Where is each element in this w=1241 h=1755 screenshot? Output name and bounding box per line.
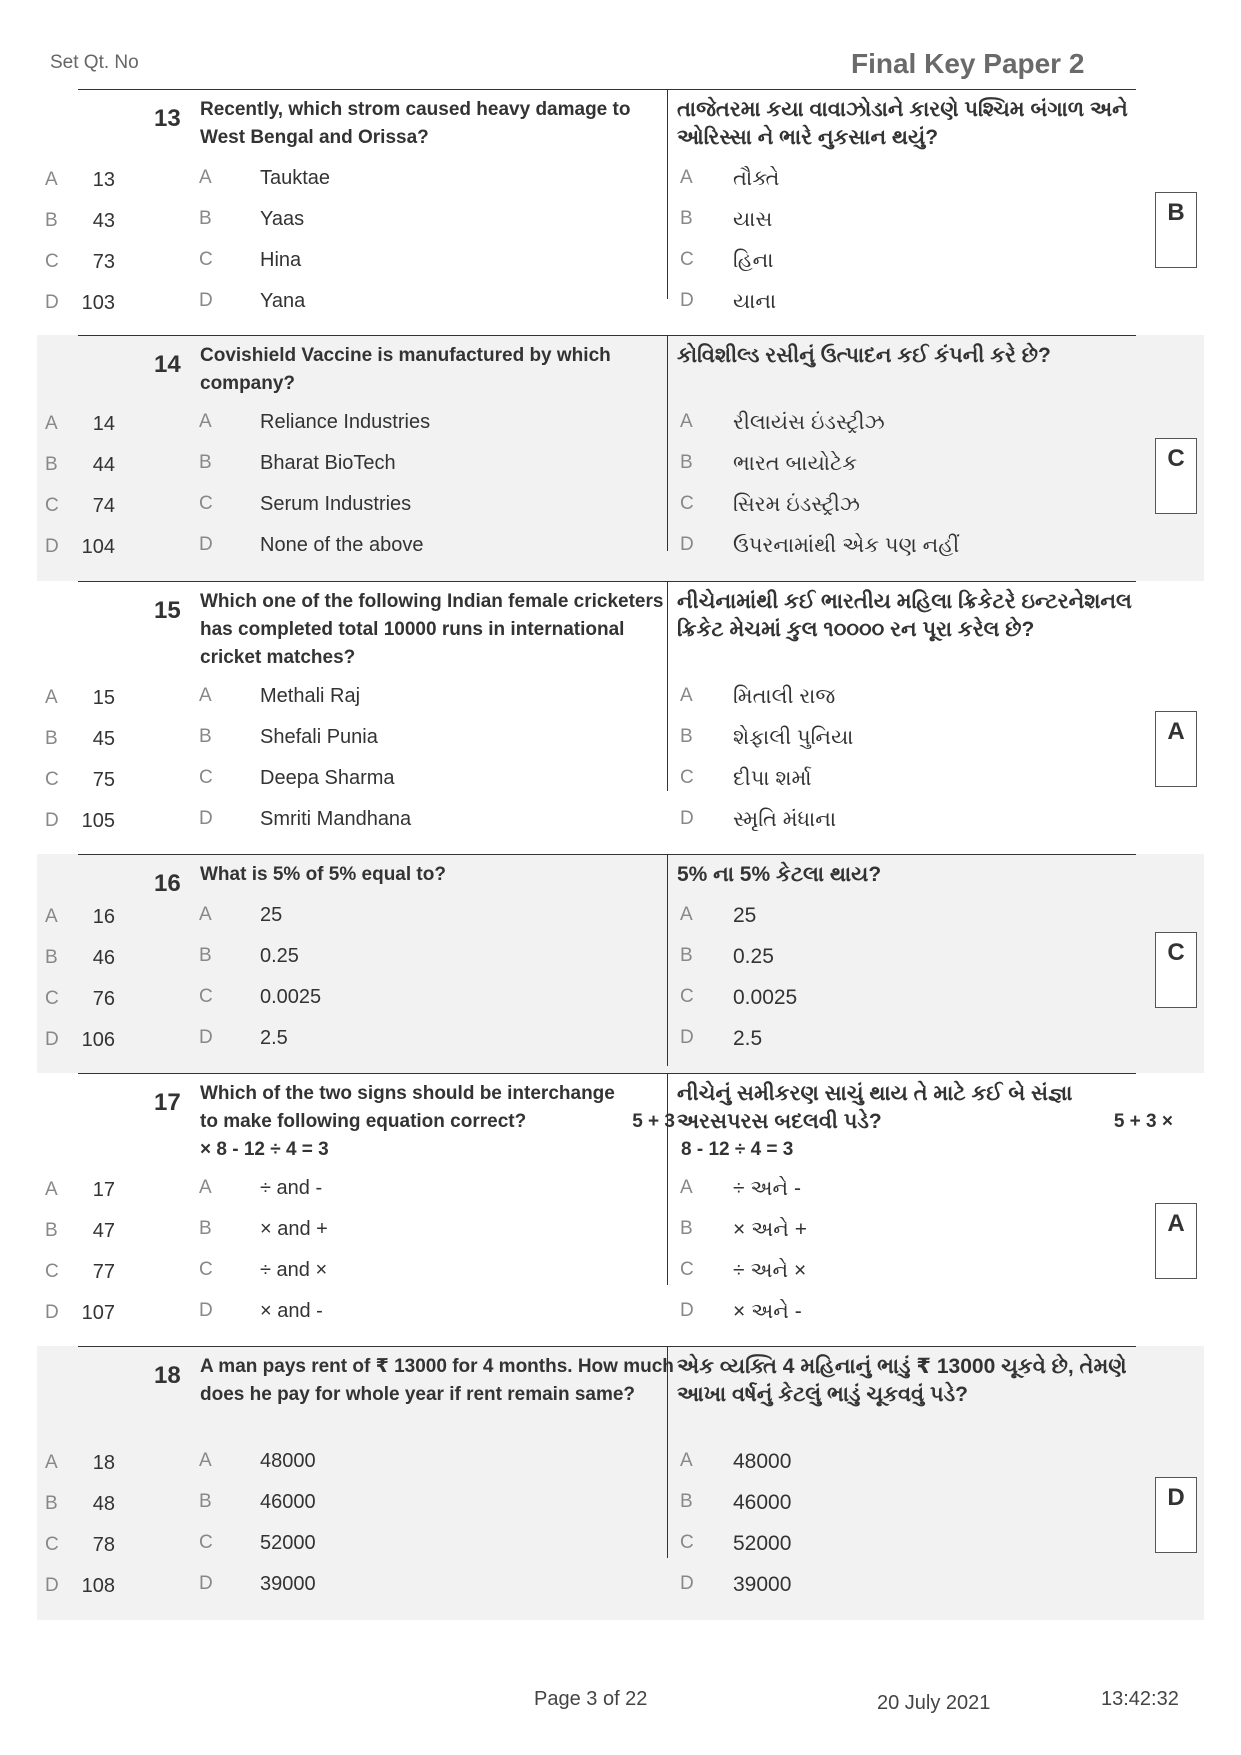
option-label-gu: B xyxy=(680,452,693,473)
option-text-en: Deepa Sharma xyxy=(260,767,395,789)
option-text-en: 46000 xyxy=(260,1491,316,1513)
option-row xyxy=(37,1528,1204,1562)
equation-gu-part1: 5 + 3 × xyxy=(1113,1111,1173,1132)
option-text-gu: 46000 xyxy=(733,1491,792,1514)
set-letter: C xyxy=(45,251,59,272)
option-label-gu: B xyxy=(680,726,693,747)
set-question-number: 17 xyxy=(92,1179,115,1201)
set-letter: B xyxy=(45,1493,58,1514)
set-question-number: 13 xyxy=(92,169,115,191)
option-row xyxy=(37,804,1204,838)
option-label-gu: C xyxy=(680,249,694,270)
option-row xyxy=(37,245,1204,279)
set-question-number: 15 xyxy=(92,687,115,709)
option-row xyxy=(37,1487,1204,1521)
question-number: 16 xyxy=(154,870,181,897)
question-text-gu: 5% ના 5% કેટલા થાય? xyxy=(677,863,882,886)
option-label: C xyxy=(199,1532,213,1553)
option-text-gu: 0.0025 xyxy=(733,986,798,1009)
question-text-en-line3: × 8 - 12 ÷ 4 = 3 xyxy=(200,1139,329,1160)
option-text-gu: ÷ અને - xyxy=(733,1177,801,1200)
option-text-en: 25 xyxy=(260,904,283,926)
question-14 xyxy=(37,335,1204,581)
question-number: 18 xyxy=(154,1362,181,1389)
option-row xyxy=(37,163,1204,197)
option-text-en: ÷ and × xyxy=(260,1259,328,1281)
option-text-en: Reliance Industries xyxy=(260,411,431,433)
option-label: A xyxy=(199,685,212,706)
option-text-gu: ભારત બાયોટેક xyxy=(733,452,858,475)
option-label-gu: D xyxy=(680,808,694,829)
option-text-en: Hina xyxy=(260,249,302,271)
option-label-gu: A xyxy=(680,411,693,432)
option-label: D xyxy=(199,534,213,555)
option-label: B xyxy=(199,726,212,747)
question-text-gu: કોવિશીલ્ડ રસીનું ઉત્પાદન કઈ કંપની કરે છે? xyxy=(677,344,1051,367)
question-number: 15 xyxy=(154,597,181,624)
option-label-gu: D xyxy=(680,1027,694,1048)
option-label-gu: B xyxy=(680,1218,693,1239)
question-text-en xyxy=(200,1080,675,1164)
option-text-en: Tauktae xyxy=(260,167,331,189)
option-label-gu: A xyxy=(680,167,693,188)
question-text-en: Covishield Vaccine is manufactured by which company? xyxy=(200,345,611,394)
option-label: B xyxy=(199,945,212,966)
option-row xyxy=(37,407,1204,441)
option-text-gu: ઉપરનામાંથી એક પણ નહીં xyxy=(733,534,960,557)
option-label-gu: D xyxy=(680,534,694,555)
option-row xyxy=(37,1446,1204,1480)
set-question-number: 45 xyxy=(92,728,115,750)
set-letter: D xyxy=(45,536,59,557)
question-text-en-line1: Which of the two signs should be interchange xyxy=(200,1083,615,1104)
question-text-gu-line1: નીચેનું સમીકરણ સાચું થાય તે માટે કઈ બે સંજ્ઞા xyxy=(677,1082,1073,1105)
option-label-gu: C xyxy=(680,493,694,514)
set-question-number: 106 xyxy=(81,1029,115,1051)
option-text-en: None of the above xyxy=(260,534,424,556)
question-18 xyxy=(37,1346,1204,1620)
question-16 xyxy=(37,854,1204,1073)
set-question-number: 48 xyxy=(92,1493,115,1515)
question-divider xyxy=(78,1073,1136,1074)
option-text-gu: 52000 xyxy=(733,1532,792,1555)
option-text-en: × and - xyxy=(260,1300,323,1322)
option-label: A xyxy=(199,1450,212,1471)
answer-letter: C xyxy=(1167,445,1185,472)
option-text-en: Serum Industries xyxy=(260,493,412,515)
option-label-gu: C xyxy=(680,767,694,788)
option-row xyxy=(37,286,1204,320)
option-row xyxy=(37,1296,1204,1330)
set-question-number: 104 xyxy=(81,536,115,558)
option-text-en: Smriti Mandhana xyxy=(260,808,412,830)
question-text-en-line2: to make following equation correct? xyxy=(200,1111,527,1132)
set-letter: D xyxy=(45,1575,59,1596)
option-text-gu: સિરમ ઇંડસ્ટ્રીઝ xyxy=(733,493,860,516)
option-text-en: Bharat BioTech xyxy=(260,452,396,474)
set-question-number: 73 xyxy=(92,251,115,273)
question-number: 14 xyxy=(154,351,181,378)
question-text-en: Which one of the following Indian female cricketers has completed total 10000 runs in international cricket matches? xyxy=(200,591,664,668)
option-label: B xyxy=(199,452,212,473)
option-label-gu: A xyxy=(680,904,693,925)
option-text-gu: શેફાલી પુનિયા xyxy=(733,726,854,749)
option-row xyxy=(37,900,1204,934)
question-17 xyxy=(37,1073,1204,1346)
set-letter: B xyxy=(45,210,58,231)
set-question-number: 103 xyxy=(81,292,115,314)
option-label-gu: A xyxy=(680,1177,693,1198)
answer-letter: D xyxy=(1167,1484,1185,1511)
option-text-gu: 39000 xyxy=(733,1573,792,1596)
set-letter: B xyxy=(45,728,58,749)
set-question-number: 46 xyxy=(92,947,115,969)
option-text-gu: 2.5 xyxy=(733,1027,763,1050)
option-label: A xyxy=(199,411,212,432)
answer-letter: B xyxy=(1167,199,1185,226)
answer-letter: A xyxy=(1167,718,1185,745)
option-row xyxy=(37,204,1204,238)
option-label: D xyxy=(199,1027,213,1048)
option-row xyxy=(37,1214,1204,1248)
question-text-en: A man pays rent of ₹ 13000 for 4 months. How much does he pay for whole year if rent remain same? xyxy=(200,1356,674,1405)
option-label-gu: C xyxy=(680,986,694,1007)
question-13 xyxy=(37,89,1204,335)
option-label: C xyxy=(199,1259,213,1280)
option-row xyxy=(37,448,1204,482)
option-text-en: 48000 xyxy=(260,1450,316,1472)
question-15 xyxy=(37,581,1204,854)
answer-key-box xyxy=(1155,1477,1197,1553)
option-label: D xyxy=(199,1573,213,1594)
option-text-gu: 0.25 xyxy=(733,945,774,968)
option-row xyxy=(37,722,1204,756)
set-letter: A xyxy=(45,413,58,434)
set-question-number: 105 xyxy=(81,810,115,832)
question-text-gu-line2: અરસપરસ બદલવી પડે? xyxy=(677,1110,882,1133)
set-letter: C xyxy=(45,1261,59,1282)
option-text-gu: × અને - xyxy=(733,1300,802,1323)
option-text-en: Yaas xyxy=(260,208,305,230)
set-question-number: 14 xyxy=(92,413,115,435)
option-label: D xyxy=(199,808,213,829)
option-text-en: 0.25 xyxy=(260,945,299,967)
option-label: D xyxy=(199,1300,213,1321)
option-label: C xyxy=(199,767,213,788)
set-question-number: 108 xyxy=(81,1575,115,1597)
set-letter: A xyxy=(45,1452,58,1473)
option-label: A xyxy=(199,904,212,925)
answer-key-box xyxy=(1155,711,1197,787)
answer-key-box xyxy=(1155,932,1197,1008)
question-number: 17 xyxy=(154,1089,181,1116)
question-divider xyxy=(78,1346,1136,1347)
option-label-gu: B xyxy=(680,1491,693,1512)
set-question-number: 16 xyxy=(92,906,115,928)
set-letter: C xyxy=(45,769,59,790)
set-letter: C xyxy=(45,1534,59,1555)
option-text-en: 52000 xyxy=(260,1532,316,1554)
option-label-gu: D xyxy=(680,290,694,311)
option-text-en: ÷ and - xyxy=(260,1177,323,1199)
option-label-gu: C xyxy=(680,1532,694,1553)
option-label-gu: D xyxy=(680,1573,694,1594)
option-label-gu: B xyxy=(680,945,693,966)
question-number: 13 xyxy=(154,105,181,132)
answer-letter: C xyxy=(1167,939,1185,966)
option-text-gu: × અને + xyxy=(733,1218,807,1241)
option-row xyxy=(37,1569,1204,1603)
option-text-en: Methali Raj xyxy=(260,685,361,707)
question-text-en: Recently, which strom caused heavy damage to West Bengal and Orissa? xyxy=(200,99,631,148)
set-question-number: 107 xyxy=(81,1302,115,1324)
option-text-en: Yana xyxy=(260,290,306,312)
option-text-gu: ÷ અને × xyxy=(733,1259,807,1282)
question-text-gu-line3: 8 - 12 ÷ 4 = 3 xyxy=(681,1139,794,1160)
question-text-gu xyxy=(677,1080,1177,1164)
option-text-gu: તૌક્તે xyxy=(733,167,780,190)
footer-date: 20 July 2021 xyxy=(877,1692,991,1714)
option-row xyxy=(37,1255,1204,1289)
option-label: D xyxy=(199,290,213,311)
set-question-number: 76 xyxy=(92,988,115,1010)
option-row xyxy=(37,530,1204,564)
option-row xyxy=(37,982,1204,1016)
option-text-gu: હિના xyxy=(733,249,774,272)
set-letter: A xyxy=(45,687,58,708)
option-row xyxy=(37,489,1204,523)
set-letter: D xyxy=(45,1029,59,1050)
option-label: C xyxy=(199,249,213,270)
option-text-gu: યાસ xyxy=(733,208,773,231)
set-letter: D xyxy=(45,810,59,831)
question-text-gu: એક વ્યક્તિ 4 મહિનાનું ભાડું ₹ 13000 ચૂકવે છે, તેમણે આખા વર્ષનું કેટલું ભાડું ચૂકવવું પડે? xyxy=(677,1355,1127,1406)
option-text-gu: 48000 xyxy=(733,1450,792,1473)
header-set-qt-label: Set Qt. No xyxy=(50,52,139,73)
option-label-gu: B xyxy=(680,208,693,229)
option-label-gu: A xyxy=(680,685,693,706)
option-label: B xyxy=(199,1218,212,1239)
set-question-number: 18 xyxy=(92,1452,115,1474)
set-letter: A xyxy=(45,169,58,190)
set-letter: A xyxy=(45,906,58,927)
option-label: A xyxy=(199,167,212,188)
option-label-gu: A xyxy=(680,1450,693,1471)
set-question-number: 47 xyxy=(92,1220,115,1242)
question-text-en: What is 5% of 5% equal to? xyxy=(200,864,446,885)
option-row xyxy=(37,763,1204,797)
option-label: A xyxy=(199,1177,212,1198)
option-text-gu: 25 xyxy=(733,904,757,927)
set-letter: D xyxy=(45,292,59,313)
answer-key-box xyxy=(1155,438,1197,514)
option-label: B xyxy=(199,1491,212,1512)
option-label: C xyxy=(199,493,213,514)
option-row xyxy=(37,681,1204,715)
set-question-number: 77 xyxy=(92,1261,115,1283)
question-divider xyxy=(78,854,1136,855)
option-text-en: 2.5 xyxy=(260,1027,288,1049)
answer-key-box xyxy=(1155,1203,1197,1279)
footer-time: 13:42:32 xyxy=(1101,1688,1179,1710)
set-letter: C xyxy=(45,988,59,1009)
option-text-gu: દીપા શર્મા xyxy=(733,767,812,790)
question-text-gu: તાજેતરમા કયા વાવાઝોડાને કારણે પશ્ચિમ બંગાળ અને ઓરિસ્સા ને ભારે નુકસાન થયું? xyxy=(677,98,1128,149)
option-text-gu: રીલાયંસ ઇંડસ્ટ્રીઝ xyxy=(733,411,885,434)
set-letter: C xyxy=(45,495,59,516)
option-label-gu: C xyxy=(680,1259,694,1280)
option-text-gu: સ્મૃતિ મંધાના xyxy=(733,808,837,831)
option-row xyxy=(37,941,1204,975)
page-title: Final Key Paper 2 xyxy=(851,48,1085,79)
set-question-number: 78 xyxy=(92,1534,115,1556)
option-text-en: × and + xyxy=(260,1218,328,1240)
set-question-number: 43 xyxy=(92,210,115,232)
option-text-en: 0.0025 xyxy=(260,986,322,1008)
footer-page-number: Page 3 of 22 xyxy=(534,1688,648,1710)
option-text-gu: યાના xyxy=(733,290,777,313)
question-divider xyxy=(78,581,1136,582)
question-text-gu: નીચેનામાંથી કઈ ભારતીય મહિલા ક્રિકેટરે ઇન્ટરનેશનલ ક્રિકેટ મેચમાં કુલ ૧૦૦૦૦ રન પૂરા કરેલ છે? xyxy=(677,590,1132,641)
set-letter: B xyxy=(45,1220,58,1241)
question-divider xyxy=(78,335,1136,336)
set-question-number: 75 xyxy=(92,769,115,791)
option-text-en: Shefali Punia xyxy=(260,726,378,748)
set-question-number: 44 xyxy=(92,454,115,476)
option-label-gu: D xyxy=(680,1300,694,1321)
set-letter: B xyxy=(45,454,58,475)
option-text-gu: મિતાલી રાજ xyxy=(733,685,836,708)
option-label: C xyxy=(199,986,213,1007)
set-letter: B xyxy=(45,947,58,968)
option-text-en: 39000 xyxy=(260,1573,316,1595)
option-row xyxy=(37,1023,1204,1057)
answer-letter: A xyxy=(1167,1210,1185,1237)
equation-en-part1: 5 + 3 xyxy=(632,1111,675,1132)
option-label: B xyxy=(199,208,212,229)
set-question-number: 74 xyxy=(92,495,115,517)
option-row xyxy=(37,1173,1204,1207)
set-letter: D xyxy=(45,1302,59,1323)
set-letter: A xyxy=(45,1179,58,1200)
answer-key-box xyxy=(1155,192,1197,268)
